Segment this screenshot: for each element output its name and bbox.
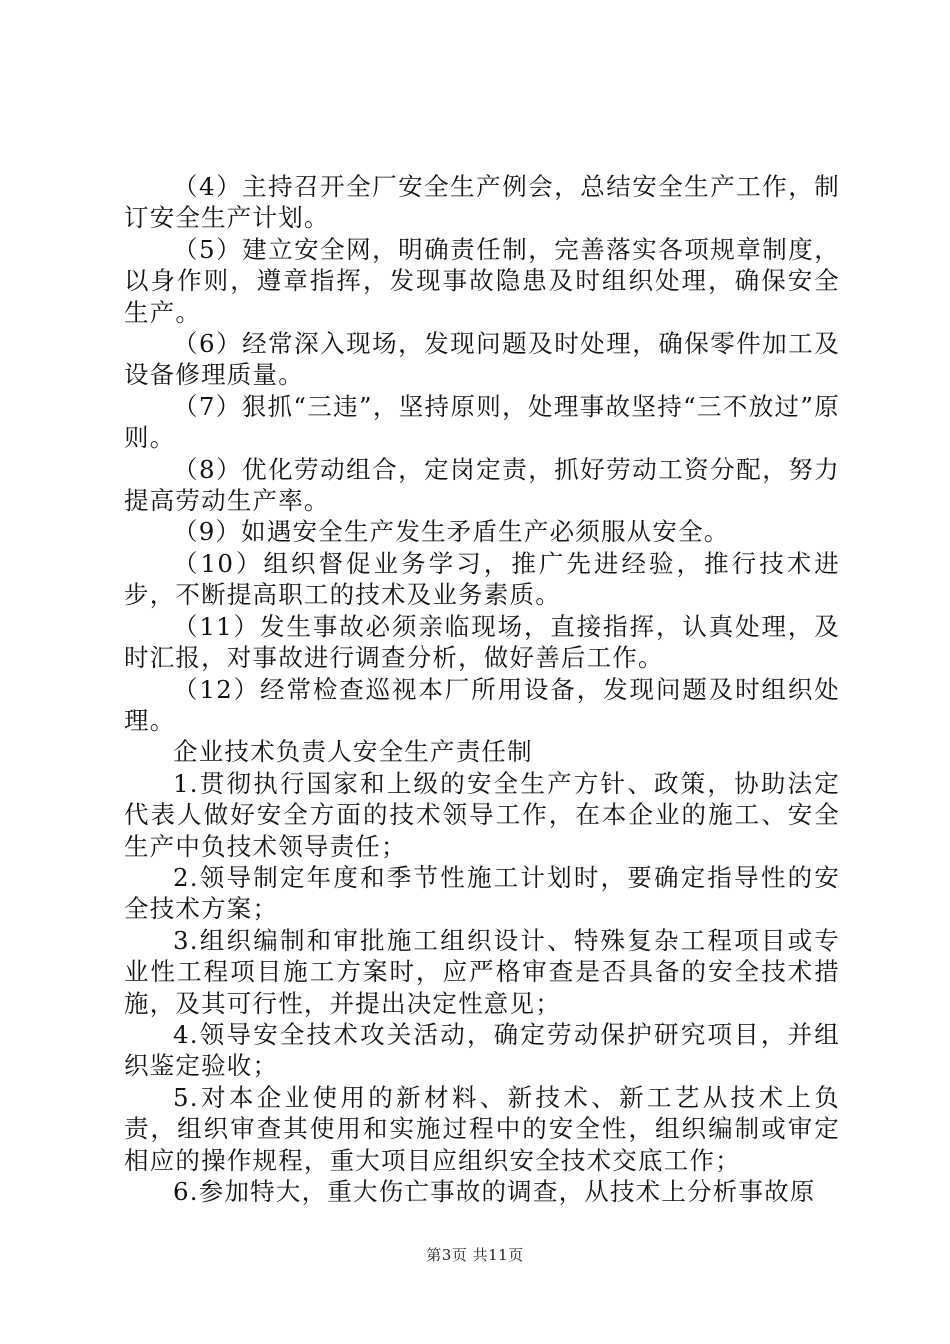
item-5: 5.对本企业使用的新材料、新技术、新工艺从技术上负责，组织审查其使用和实施过程中的安全性，组织编制或审定相应的操作规程，重大项目应组织安全技术交底工作；: [124, 1082, 840, 1175]
paragraph-11: （11）发生事故必须亲临现场，直接指挥，认真处理，及时汇报，对事故进行调查分析，做好善后工作。: [124, 611, 840, 673]
paragraph-12: （12）经常检查巡视本厂所用设备，发现问题及时组织处理。: [124, 674, 840, 735]
item-3: 3.组织编制和审批施工组织设计、特殊复杂工程项目或专业性工程项目施工方案时，应严格审查是否具备的安全技术措施，及其可行性，并提出决定性意见；: [124, 925, 840, 1018]
paragraph-5: （5）建立安全网，明确责任制，完善落实各项规章制度，以身作则，遵章指挥，发现事故隐患及时组织处理，确保安全生产。: [124, 234, 840, 327]
paragraph-6: （6）经常深入现场，发现问题及时处理，确保零件加工及设备修理质量。: [124, 329, 840, 390]
item-1: 1.贯彻执行国家和上级的安全生产方针、政策，协助法定代表人做好安全方面的技术领导工作，在本企业的施工、安全生产中负技术领导责任；: [124, 768, 840, 861]
paragraph-8: （8）优化劳动组合，定岗定责，抓好劳动工资分配，努力提高劳动生产率。: [124, 454, 840, 516]
paragraph-10: （10）组织督促业务学习，推广先进经验，推行技术进步，不断提高职工的技术及业务素质。: [124, 548, 840, 610]
paragraph-4: （4）主持召开全厂安全生产例会，总结安全生产工作，制订安全生产计划。: [124, 172, 840, 233]
item-4: 4.领导安全技术攻关活动，确定劳动保护研究项目，并组织鉴定验收；: [124, 1019, 840, 1081]
paragraph-9: （9）如遇安全生产发生矛盾生产必须服从安全。: [173, 517, 730, 547]
document-body: [124, 171, 840, 1207]
item-6: 6.参加特大，重大伤亡事故的调查，从技术上分析事故原: [173, 1177, 816, 1206]
paragraph-7: （7）狠抓“三违”，坚持原则，处理事故坚持“三不放过”原则。: [124, 391, 840, 453]
item-2: 2.领导制定年度和季节性施工计划时，要确定指导性的安全技术方案；: [124, 862, 840, 924]
page-number-footer: 第3页 共11页: [426, 1246, 524, 1264]
section-heading: 企业技术负责人安全生产责任制: [173, 737, 533, 767]
